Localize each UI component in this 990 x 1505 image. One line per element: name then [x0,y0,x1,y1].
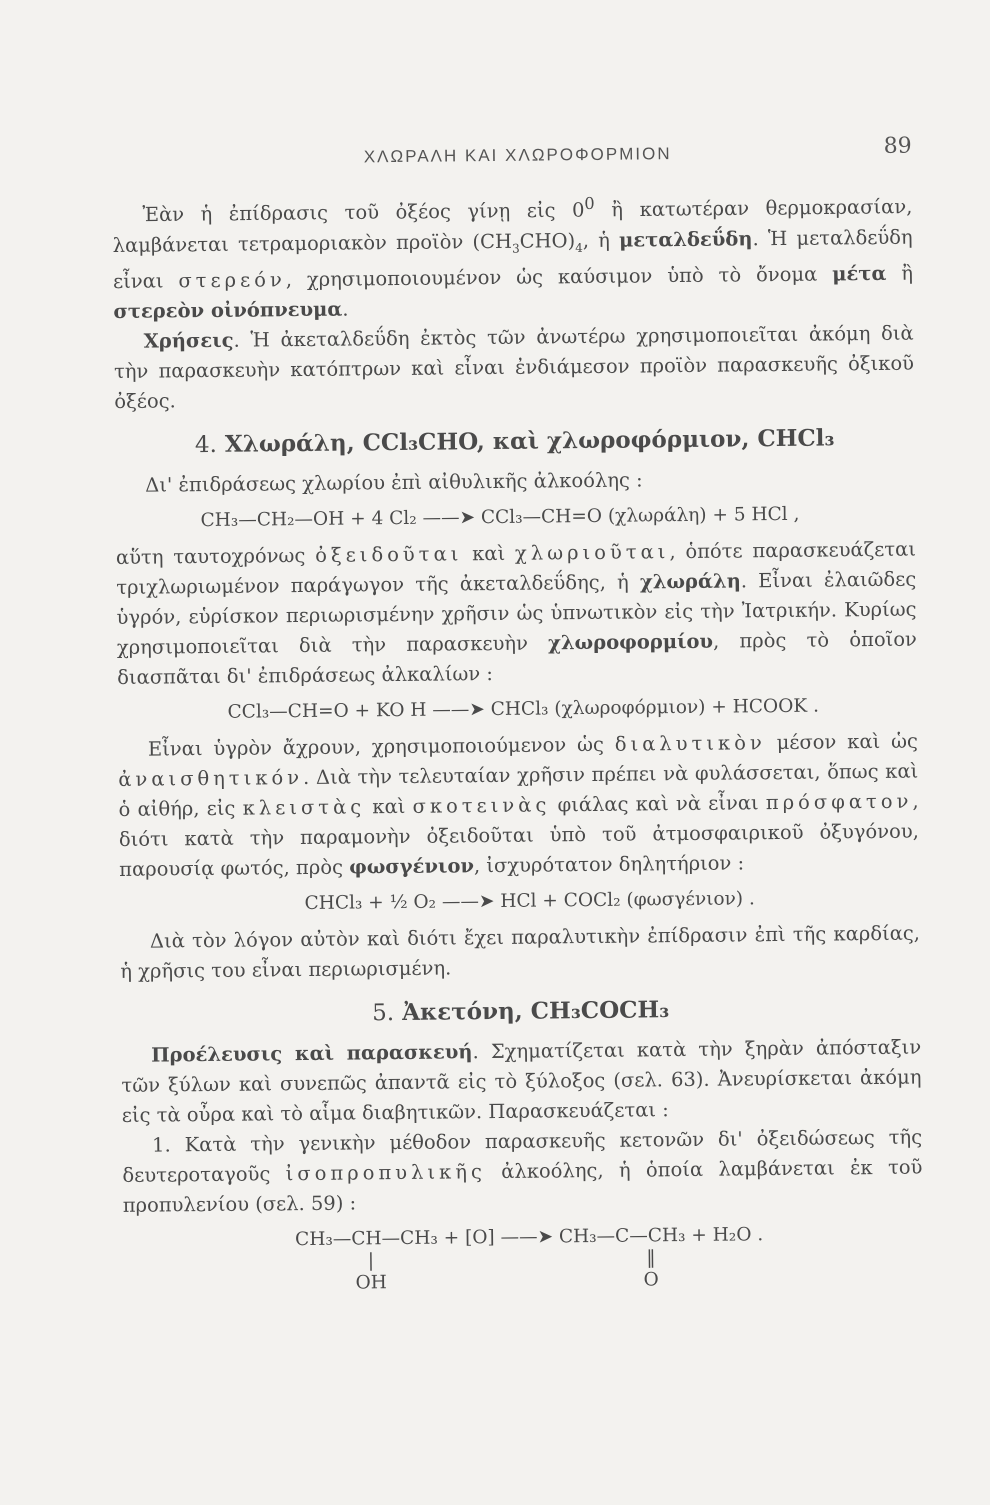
paragraph-chlorination: Δι' ἐπιδράσεως χλωρίου ἐπὶ αἰθυλικῆς ἀλκοόλης : [145,468,643,498]
section-heading-chloral: 4. Χλωράλη, CCl₃CHO, καὶ χλωροφόρμιον, CHCl₃ [194,424,835,459]
hydroxyl-substituent: | OH [355,1250,387,1294]
paragraph-uses: Χρήσεις. Ἡ ἀκεταλδεΰδη ἐκτὸς τῶν ἀνωτέρω χρησιμοποιεῖται ἀκόμη διὰ τὴν παρασκευὴν κατόπτρων καὶ εἶναι ἐνδιάμεσον προϊὸν παρασκευῆς ὀξικοῦ ὀξέος. [113,321,915,414]
paragraph-chloral-properties: αὕτη ταυτοχρόνως ὀξειδοῦται καὶ χλωριοῦται, ὁπότε παρασκευάζεται τριχλωριωμένον παράγωγον τῆς ἀκεταλδεΰδης, ἡ χλωράλη. Εἶναι ἐλαιῶδες ὑγρόν, εὑρίσκον περιωρισμένην χρῆσιν ὡς ὑπνωτικὸν εἰς τὴν Ἰατρικήν. Κυρίως χρησιμοποιεῖται διὰ τὴν παρασκευὴν χλωροφορμίου, πρὸς τὸ ὁποῖον διασπᾶται δι' ἐπιδράσεως ἀλκαλίων : [115,537,917,690]
paragraph-cardiac-effect: Διὰ τὸν λόγον αὐτὸν καὶ διότι ἔχει παραλυτικὴν ἐπίδρασιν ἐπὶ τῆς καρδίας, ἡ χρῆσις του εἶναι περιωρισμένη. [120,921,921,984]
section-heading-acetone: 5. Ἀκετόνη, CH₃COCH₃ [372,996,670,1027]
carbonyl-oxygen: ‖ O [643,1247,659,1291]
paragraph-metaldehyde: Ἐὰν ἡ ἐπίδρασις τοῦ ὀξέος γίνῃ εἰς $0^0$ ἢ κατωτέραν θερμοκρασίαν, λαμβάνεται τετραμοριακὸν προϊὸν $(CH_3CHO)_4$, ἡ μεταλδεΰδη. Ἡ μεταλδεΰδη εἶναι στερεόν, χρησιμοποιουμένον ὡς καύσιμον ὑπὸ τὸ ὄνομα μέτα ἢ στερεὸν οἰνόπνευμα. [112,193,914,324]
paragraph-acetone-origin: Προέλευσις καὶ παρασκευή. Σχηματίζεται κατὰ τὴν ξηρὰν ἀπόσταξιν τῶν ξύλων καὶ συνεπῶς ἀπαντᾶ εἰς τὸ ξύλοξος (σελ. 63). Ἀνευρίσκεται ἀκόμη εἰς τὰ οὖρα καὶ τὸ αἷμα διαβητικῶν. Παρασκευάζεται : [121,1035,922,1128]
equation-acetone-formation [123,1219,924,1305]
body-text [112,186,924,1312]
page-number: 89 [883,133,912,159]
equation-chloral-formation: CH₃—CH₂—OH + 4 Cl₂ ——➤ CCl₃—CH=O (χλωράλη) + 5 HCl , [200,504,800,532]
paragraph-chloroform-properties: Εἶναι ὑγρὸν ἄχρουν, χρησιμοποιούμενον ὡς διαλυτικὸν μέσον καὶ ὡς ἀναισθητικόν. Διὰ τὴν τελευταίαν χρῆσιν πρέπει νὰ φυλάσσεται, ὅπως καὶ ὁ αἰθήρ, εἰς κλειστὰς καὶ σκοτεινὰς φιάλας καὶ νὰ εἶναι πρόσφατον, διότι κατὰ τὴν παραμονὴν ὀξειδοῦται ὑπὸ τοῦ ἀτμοσφαιρικοῦ ὀξυγόνου, παρουσίᾳ φωτός, πρὸς φωσγένιον, ἰσχυρότατον δηλητήριον : [118,729,919,882]
equation-chloroform-formation: CCl₃—CH=O + KO H ——➤ CHCl₃ (χλωροφόρμιον) + HCOOK . [227,695,820,724]
equation-acetone-main: CH₃—CH—CH₃ + [O] ——➤ CH₃—C—CH₃ + H₂O . [295,1224,764,1251]
running-header: ΧΛΩΡΑΛΗ ΚΑΙ ΧΛΩΡΟΦΟΡΜΙΟΝ [363,144,672,167]
equation-phosgene-formation: CHCl₃ + ½ O₂ ——➤ HCl + COCl₂ (φωσγένιον) . [304,888,755,915]
paragraph-acetone-method-1: 1. Κατὰ τὴν γενικὴν μέθοδον παρασκευῆς κετονῶν δι' ὀξειδώσεως τῆς δευτεροταγοῦς ἰσοπροπυλικῆς ἀλκοόλης, ἡ ὁποία λαμβάνεται ἐκ τοῦ προπυλενίου (σελ. 59) : [122,1125,923,1218]
